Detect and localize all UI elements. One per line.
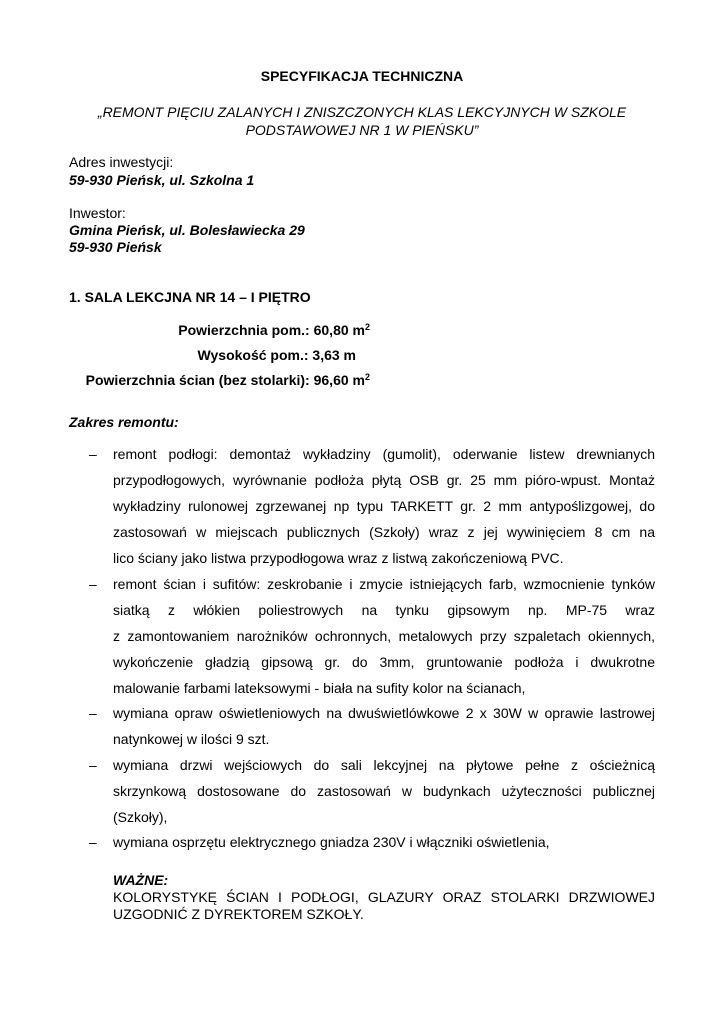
bullet-dash: – bbox=[89, 446, 97, 462]
important-note bbox=[113, 872, 655, 923]
subtitle-line: PODSTAWOWEJ NR 1 W PIEŃSKU” bbox=[245, 122, 479, 138]
list-item bbox=[113, 441, 655, 571]
list-item-line: z zamontowaniem narożników ochronnych, metalowych przy szpaletach okiennych, bbox=[113, 628, 655, 644]
list-item-line: natynkowej w ilości 9 szt. bbox=[113, 731, 270, 747]
scope-label: Zakres remontu: bbox=[69, 414, 179, 430]
list-item-line: lico ściany jako listwa przypodłogowa wraz z listwą zakończeniową PVC. bbox=[113, 550, 564, 566]
room-area: Powierzchnia pom.: 60,80 $m^2$ bbox=[178, 322, 370, 338]
bullet-dash: – bbox=[89, 757, 97, 773]
wall-area-unit-superscript: 2 bbox=[364, 372, 370, 382]
list-item-line: przypodłogowych, wyrównanie podłoża płytą OSB gr. 25 mm pióro-wpust. Montaż bbox=[113, 472, 655, 488]
investor-name: Gmina Pieńsk, ul. Bolesławiecka 29 bbox=[69, 222, 305, 238]
list-item-line: wymiana osprzętu elektrycznego gniadza 230V i włączniki oświetlenia, bbox=[113, 834, 550, 850]
list-item bbox=[113, 700, 655, 752]
document-title: SPECYFIKACJA TECHNICZNA bbox=[260, 68, 464, 84]
investor-label: Inwestor: bbox=[69, 205, 126, 221]
wall-area: Powierzchnia ścian (bez stolarki): 96,60 $m^2$ bbox=[85, 372, 370, 388]
list-item-line: wymiana drzwi wejściowych do sali lekcyjnej na płytowe pełne z ościeżnicą bbox=[113, 757, 655, 773]
address-value: 59-930 Pieńsk, ul. Szkolna 1 bbox=[69, 172, 255, 188]
important-line: KOLORYSTYKĘ ŚCIAN I PODŁOGI, GLAZURY ORAZ STOLARKI DRZWIOWEJ bbox=[113, 889, 655, 905]
list-item-line: wykończenie gładzią gipsową gr. do 3mm, gruntowanie podłoża i dwukrotne bbox=[113, 654, 655, 670]
document-subtitle bbox=[0, 103, 724, 139]
list-item-line: wymiana opraw oświetleniowych na dwuświetlówkowe 2 x 30W w oprawie lastrowej bbox=[113, 705, 655, 721]
list-item bbox=[113, 571, 655, 701]
list-item-line: skrzynkową dostosowane do zastosowań w budynkach użyteczności publicznej bbox=[113, 783, 655, 799]
important-line: UZGODNIĆ Z DYREKTOREM SZKOŁY. bbox=[113, 906, 364, 922]
bullet-dash: – bbox=[89, 834, 97, 850]
section-heading: 1. SALA LEKCJNA NR 14 – I PIĘTRO bbox=[69, 289, 311, 305]
area-unit-superscript: 2 bbox=[364, 322, 370, 332]
list-item-line: (Szkoły), bbox=[113, 809, 168, 825]
list-item-line: remont podłogi: demontaż wykładziny (gumolit), oderwanie listew drewnianych bbox=[113, 446, 655, 462]
address-label: Adres inwestycji: bbox=[69, 154, 174, 170]
investor-city: 59-930 Pieńsk bbox=[69, 239, 162, 255]
list-item bbox=[113, 829, 655, 855]
list-item-line: remont ścian i sufitów: zeskrobanie i zmycie istniejących farb, wzmocnienie tynków bbox=[113, 576, 655, 592]
subtitle-line: „REMONT PIĘCIU ZALANYCH I ZNISZCZONYCH KLAS LEKCYJNYCH W SZKOLE bbox=[97, 104, 627, 120]
list-item bbox=[113, 752, 655, 830]
list-item-line: siatką z włókien poliestrowych na tynku gipsowym np. MP-75 wraz bbox=[113, 602, 655, 618]
list-item-line: zastosowań w miejscach publicznych (Szkoły) wraz z jej wywinięciem 8 cm na bbox=[113, 524, 655, 540]
list-item-line: wykładziny rulonowej zgrzewanej np typu TARKETT gr. 2 mm antypoślizgowej, do bbox=[113, 498, 655, 514]
important-label: WAŻNE: bbox=[113, 872, 169, 888]
bullet-dash: – bbox=[89, 576, 97, 592]
list-item-line: malowanie farbami lateksowymi - biała na sufity kolor na ścianach, bbox=[113, 680, 526, 696]
bullet-dash: – bbox=[89, 705, 97, 721]
room-height: Wysokość pom.: 3,63 m bbox=[197, 347, 356, 363]
